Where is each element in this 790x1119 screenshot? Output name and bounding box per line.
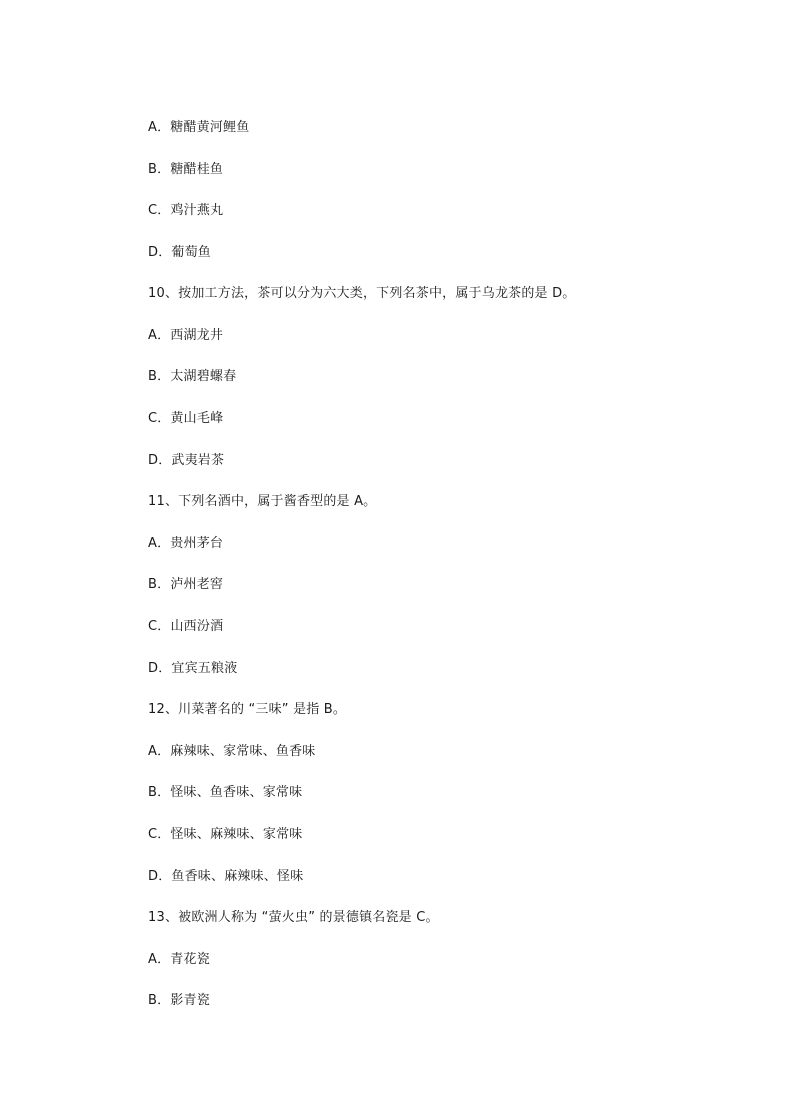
question-line: 10、按加工方法，茶可以分为六大类，下列名茶中，属于乌龙茶的是 D。: [148, 286, 576, 301]
option-line: C．鸡汁燕丸: [148, 203, 224, 218]
option-line: C．怪味、麻辣味、家常味: [148, 827, 303, 842]
option-line: A．西湖龙井: [148, 328, 224, 343]
option-line: A．糖醋黄河鲤鱼: [148, 120, 250, 135]
question-line: 12、川菜著名的 “三味” 是指 B。: [148, 702, 347, 717]
question-line: 13、被欧洲人称为 “萤火虫” 的景德镇名瓷是 C。: [148, 910, 439, 925]
option-line: B．泸州老窖: [148, 577, 224, 592]
option-line: D．鱼香味、麻辣味、怪味: [148, 869, 304, 884]
option-line: B．影青瓷: [148, 993, 210, 1008]
option-line: B．太湖碧螺春: [148, 369, 237, 384]
option-line: C．山西汾酒: [148, 619, 224, 634]
option-line: D．宜宾五粮液: [148, 661, 238, 676]
option-line: D．武夷岩茶: [148, 453, 225, 468]
option-line: C．黄山毛峰: [148, 411, 224, 426]
option-line: A．麻辣味、家常味、鱼香味: [148, 744, 316, 759]
option-line: A．青花瓷: [148, 952, 210, 967]
option-line: A．贵州茅台: [148, 536, 224, 551]
option-line: D．葡萄鱼: [148, 245, 212, 260]
question-line: 11、下列名酒中，属于酱香型的是 A。: [148, 494, 377, 509]
option-line: B．怪味、鱼香味、家常味: [148, 785, 303, 800]
option-line: B．糖醋桂鱼: [148, 162, 224, 177]
